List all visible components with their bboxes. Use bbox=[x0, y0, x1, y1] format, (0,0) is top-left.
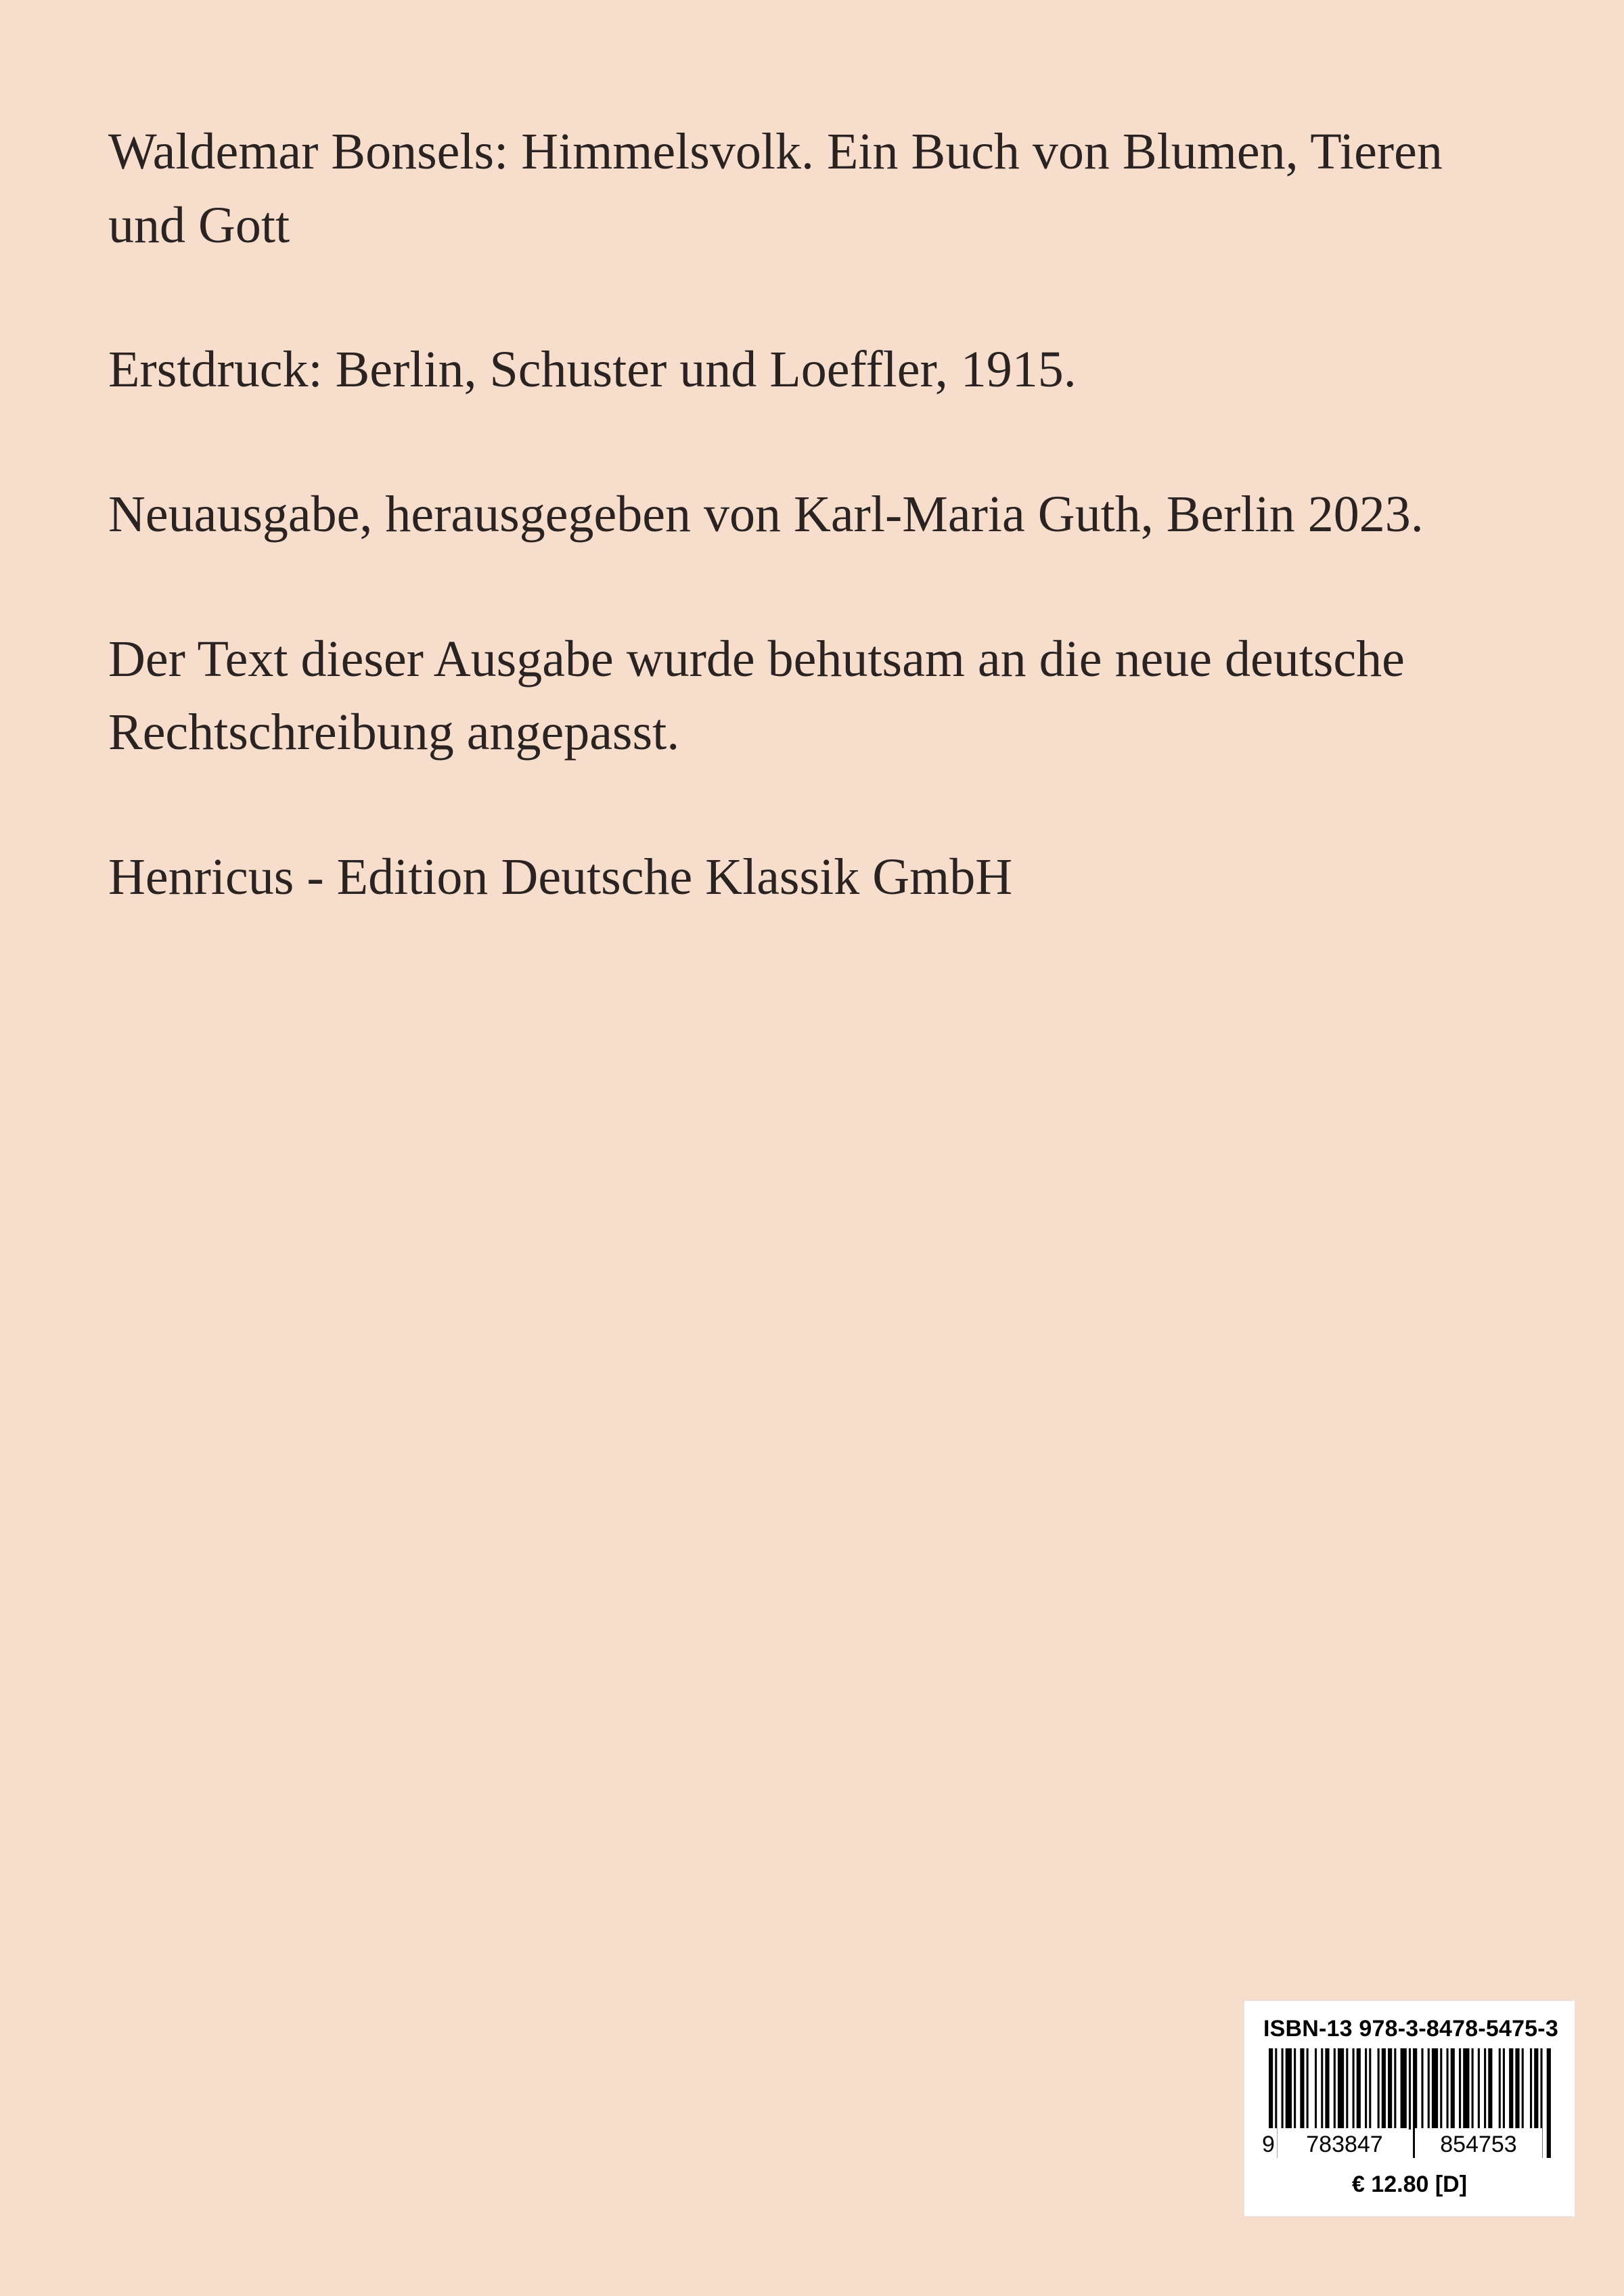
barcode-bar bbox=[1463, 2048, 1469, 2130]
barcode-bar bbox=[1378, 2048, 1380, 2130]
barcode-bar bbox=[1357, 2048, 1361, 2130]
barcode-bar bbox=[1346, 2048, 1348, 2130]
barcode-bar bbox=[1447, 2048, 1449, 2130]
barcode-bar bbox=[1488, 2048, 1492, 2130]
book-title-line: Waldemar Bonsels: Himmelsvolk. Ein Buch von Blumen, Tieren und Gott bbox=[108, 123, 1443, 254]
edition-line: Neuausgabe, herausgegeben von Karl-Maria Guth, Berlin 2023. bbox=[108, 486, 1424, 543]
barcode-bar bbox=[1388, 2048, 1392, 2130]
barcode-bar bbox=[1282, 2048, 1284, 2130]
barcode-bar bbox=[1300, 2048, 1304, 2130]
barcode-digits bbox=[1262, 2128, 1560, 2163]
barcode-bar bbox=[1503, 2048, 1505, 2130]
barcode-bar bbox=[1432, 2048, 1438, 2130]
price-label: € 12.80 [D] bbox=[1351, 2171, 1468, 2197]
barcode-bar bbox=[1286, 2048, 1292, 2130]
isbn-barcode-box bbox=[1244, 2000, 1575, 2217]
barcode-bar bbox=[1369, 2048, 1371, 2130]
barcode-bar bbox=[1321, 2048, 1323, 2130]
barcode-bar bbox=[1338, 2048, 1344, 2130]
barcode-bar bbox=[1365, 2048, 1367, 2130]
imprint-text-block bbox=[108, 115, 1529, 914]
barcode-bar bbox=[1472, 2048, 1474, 2130]
barcode-bar bbox=[1440, 2048, 1442, 2130]
barcode-bar bbox=[1409, 2048, 1411, 2130]
barcode-bar bbox=[1334, 2048, 1336, 2130]
barcode-bar bbox=[1315, 2048, 1317, 2130]
barcode-bar bbox=[1459, 2048, 1461, 2130]
barcode-bar bbox=[1325, 2048, 1329, 2130]
barcode-bar bbox=[1499, 2048, 1501, 2130]
barcode-bar bbox=[1401, 2048, 1407, 2130]
barcode-digits-right: 854753 bbox=[1415, 2128, 1542, 2161]
barcode-bar bbox=[1509, 2048, 1513, 2130]
barcode-bar bbox=[1478, 2048, 1480, 2130]
barcode-bar bbox=[1353, 2048, 1355, 2130]
barcode-bar bbox=[1515, 2048, 1519, 2130]
publisher-line: Henricus - Edition Deutsche Klassik GmbH bbox=[108, 849, 1013, 906]
orthography-note: Der Text dieser Ausgabe wurde behutsam an die neue deutsche Rechtschreibung angepasst. bbox=[108, 630, 1405, 761]
barcode-digit-left: 9 bbox=[1262, 2128, 1277, 2161]
barcode-bar bbox=[1307, 2048, 1309, 2130]
barcode-bar bbox=[1484, 2048, 1486, 2130]
isbn-label: ISBN-13 978-3-8478-5475-3 bbox=[1263, 2016, 1558, 2042]
barcode-bar bbox=[1451, 2048, 1455, 2130]
barcode-bar bbox=[1522, 2048, 1524, 2130]
barcode-bar bbox=[1394, 2048, 1396, 2130]
barcode-bar bbox=[1382, 2048, 1386, 2130]
barcode-digits-middle: 783847 bbox=[1281, 2128, 1408, 2161]
first-print-line: Erstdruck: Berlin, Schuster und Loeffler, 1915. bbox=[108, 341, 1077, 399]
barcode-bar bbox=[1294, 2048, 1296, 2130]
barcode-bar bbox=[1428, 2048, 1430, 2130]
barcode-bar bbox=[1530, 2048, 1532, 2130]
barcode-bar bbox=[1534, 2048, 1538, 2130]
